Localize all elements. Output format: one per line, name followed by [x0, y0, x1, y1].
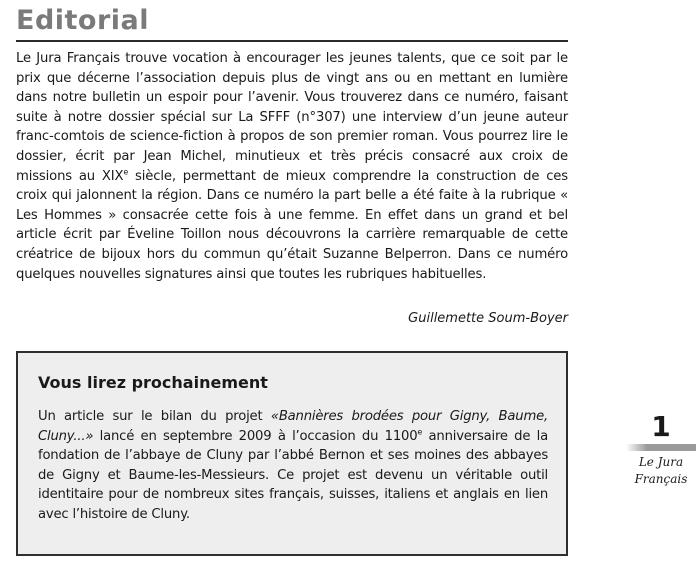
journal-name-line1: Le Jura [638, 455, 684, 469]
page-number-rule [626, 444, 696, 451]
journal-name [626, 454, 696, 488]
upcoming-text [38, 407, 548, 525]
editorial-title: Editorial [16, 5, 150, 36]
upcoming-text-part3: lancé en septembre 2009 à l’occasion du 1100 [93, 428, 418, 444]
editorial-body [16, 49, 568, 284]
editorial-text-part2: siècle, permettant de mieux comprendre la construction de ces croix qui jalonnent la région. Dans ce numéro la part belle a été faite à la rubrique « Les Hommes » consacrée cette fois à une femme. En effet dans un grand et bel article écrit par Éveline Toillon nous découvrons la carrière remarquable de cette créatrice de bijoux hors du commun qu’était Suzanne Belperron. Dans ce numéro quelques nouvelles signatures ainsi que toutes les rubriques habituelles. [16, 168, 568, 282]
upcoming-title: Vous lirez prochainement [38, 373, 268, 392]
upcoming-box [16, 351, 568, 556]
upcoming-text-part4: anniversaire de la fondation de l’abbaye de Cluny par l’abbé Bernon et ses moines des abbayes de Gigny et Baume-les-Messieurs. Ce projet est devenu un véritable outil identitaire pour de nombreux sites français, suisses, italiens et anglais en lien avec l’histoire de Cluny. [38, 428, 548, 522]
page-number: 1 [651, 410, 671, 443]
project-name: «Bannières brodées pour Gigny, Baume, Cluny...» [38, 409, 548, 444]
signature: Guillemette Soum-Boyer [408, 311, 568, 326]
journal-name-line2: Français [634, 472, 688, 486]
title-rule [16, 40, 568, 42]
editorial-text-part1: Le Jura Français trouve vocation à encourager les jeunes talents, que ce soit par le prix que décerne l’association depuis plus de vingt ans ou en mettant en lumière dans notre bulletin un espoir pour l’avenir. Vous trouverez dans ce numéro, faisant suite à notre dossier spécial sur La SFFF (n°307) une interview d’un jeune auteur franc-comtois de science-fiction à propos de son premier roman. Vous pourrez lire le dossier, écrit par Jean Michel, minutieux et très précis consacré aux croix de missions au XIX [16, 51, 568, 184]
upcoming-text-part1: Un article sur le bilan du projet [38, 409, 271, 424]
century-superscript: e [123, 167, 129, 177]
anniversary-superscript: e [417, 427, 423, 437]
